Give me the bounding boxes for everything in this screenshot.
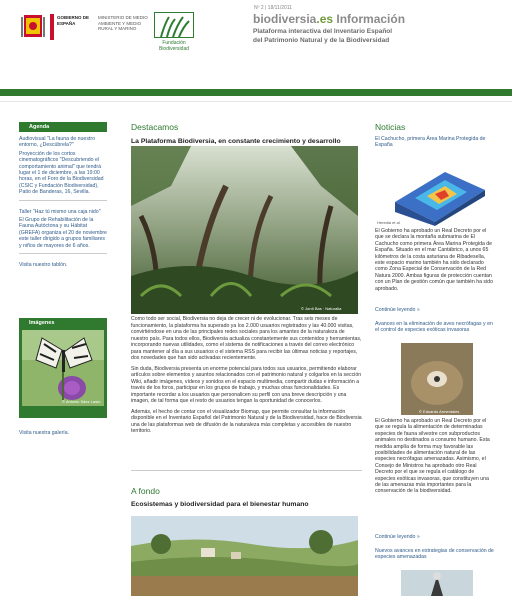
article-paragraph: Además, el hecho de contar con el visualizador Biomap, que permite consultar la información disponible en el Inventario Español del Patrimonio Natural y de la Biodiversidad, hace de Biodiversia una de las plataformas web de difusión de la naturaleza más completas y accesibles de nuestro territorio.	[131, 408, 362, 434]
agenda-heading: Agenda	[19, 122, 107, 132]
afondo-article-title[interactable]: Ecosistemas y biodiversidad para el bienestar humano	[131, 501, 309, 508]
news-text: El Gobierno ha aprobado un Real Decreto por el que se regula la alimentación de determinadas especies de fauna silvestre con subproductos animales no destinados a consumo humano. Esta medida amplía de forma muy favorable las posibilidades de alimentación natural de las especies necrófagas amenazadas. Asimismo, el Consejo de Ministros ha aprobado otro Real Decreto por el que se regula el catálogo de especies exóticas invasoras, que constituyen una de las amenazas más importantes para la conservación de la biodiversidad.	[375, 418, 490, 495]
header-separator	[0, 101, 512, 102]
image-credit: © Antonio Sáez Lasio	[62, 399, 101, 404]
agenda-more-link[interactable]: Visita nuestro tablón.	[19, 262, 68, 269]
ministry-name: MINISTERIO DE MEDIO AMBIENTE Y MEDIO RURAL Y MARINO	[98, 15, 148, 31]
agenda-item-text: El Grupo de Rehabilitación de la Fauna Autóctona y su Hábitat (GREFA) organiza el 20 de noviembre este taller dirigido a grupos familiares y niños de mayores de 6 años.	[19, 217, 107, 249]
site-domain: .es	[316, 12, 334, 26]
grass-icon	[155, 13, 195, 39]
site-subtitle-line2: del Patrimonio Natural y de la Biodiversidad	[253, 37, 390, 44]
agenda-item-title[interactable]: Taller "Haz tú mismo una caja nido"	[19, 208, 101, 215]
afondo-section-title: A fondo	[131, 486, 160, 496]
government-logo[interactable]	[20, 12, 148, 42]
red-stripe	[50, 14, 54, 40]
header	[0, 0, 512, 90]
featured-section	[131, 122, 362, 145]
news-image-credit: Heredia et al	[377, 220, 400, 225]
news-read-more-link[interactable]: Continúe leyendo »	[375, 307, 420, 313]
foundation-logo-mark	[154, 12, 194, 38]
site-suffix: Información	[333, 12, 406, 26]
coat-of-arms-icon	[20, 12, 46, 42]
site-title	[253, 12, 405, 26]
news-read-more-link[interactable]: Continúe leyendo »	[375, 534, 420, 540]
site-subtitle-line1: Plataforma interactiva del Inventario Español	[253, 28, 393, 35]
article-paragraph: Sin duda, Biodiversia presenta un enorme potencial para todos sus usuarios, permitiendo elaborar artículos sobre elementos y asuntos relacionados con el patrimonio natural y colgarlos en la sección Wiki, añadir imágenes, vídeos y sonidos en el espacio multimedia, compartir dudas e información a través de los foros, participar en los grupos de trabajo, y muchas otras funcionalidades. Es importante recordar a los usuarios que personalicen su perfil con una breve descripción y una imagen, de tal forma que el resto de usuarios tengan la oportunidad de conocerlos.	[131, 365, 362, 404]
foundation-name: Fundación Biodiversidad	[158, 40, 190, 52]
featured-article-body	[131, 316, 362, 439]
butterfly-photo[interactable]	[22, 330, 104, 406]
agenda-item-title[interactable]: Audiovisual "La fauna de nuestro entorno, ¿Descúbrela?"	[19, 136, 95, 149]
images-heading: Imágenes	[29, 320, 55, 326]
header-green-bar	[0, 89, 512, 96]
agenda-item[interactable]	[19, 209, 107, 249]
government-name: GOBIERNO DE ESPAÑA	[57, 15, 90, 26]
vulture-photo[interactable]	[401, 343, 473, 415]
divider	[19, 253, 107, 254]
news-headline[interactable]: El Cachucho, primera Área Marina Protegida de España	[375, 136, 486, 149]
photo-credit: © Jordi Bas · Naturalia	[301, 306, 342, 311]
news-image-credit: © Eduardo Armentales	[419, 409, 460, 414]
landscape-photo[interactable]	[131, 516, 358, 596]
seamount-map-image[interactable]	[375, 152, 490, 226]
news-headline[interactable]: Avances en la eliminación de aves necrófagas y en el control de especies exóticas invasoras	[375, 321, 493, 334]
bird-photo[interactable]	[401, 570, 473, 596]
divider	[19, 200, 107, 201]
images-box	[19, 318, 107, 418]
forest-photo[interactable]	[131, 146, 358, 314]
news-headline[interactable]: Nuevos avances en estrategias de conservación de especies amenazadas	[375, 548, 494, 561]
section-divider	[131, 470, 362, 471]
agenda-item-text: Proyección de los cortos cinematográficos "Descubriendo el comportamiento animal" que tendrá lugar el 1 de diciembre, a las 19:00 horas, en el Foro de la Biodiversidad (CSIC y Fundación Biodiversidad), Patio de Banderas, 16, Sevilla.	[19, 150, 104, 196]
article-paragraph: Como todo ser social, Biodiversia no deja de crecer ni de evolucionar. Tras seis meses de funcionamiento, la plataforma ha superado ya los 2.000 usuarios registrados y las 40.000 visitas, convirtiéndose en una de las principales redes sociales para los amantes de la naturaleza de nuestro país. Para todos ellos, Biodiversia actualiza constantemente sus contenidos y herramientas, incorporando nuevas utilidades, como el sistema de notificaciones a través del correo electrónico para mantener al día a sus usuarios o el sistema RSS para recibir las últimas noticias y reportajes, dos novedades que han sido activadas recientemente.	[131, 316, 362, 361]
left-sidebar	[19, 122, 107, 268]
gallery-link[interactable]: Visita nuestra galería.	[19, 430, 70, 436]
news-column	[375, 122, 500, 149]
agenda-item[interactable]	[19, 136, 107, 196]
news-text: El Gobierno ha aprobado un Real Decreto por el que se declara la montaña submarina de El Cachucho como primera Área Marina Protegida de España. Situado en el mar Cantábrico, a unos 65 kilómetros de la costa asturiana de Ribadesella, este espacio marino también ha sido declarado como Zona Especial de Conservación de la Red Natura 2000. Ambas figuras de protección cuentan con un Plan de gestión común que también ha sido aprobado.	[375, 228, 493, 292]
featured-article-title[interactable]: La Plataforma Biodiversia, en constante crecimiento y desarrollo	[131, 138, 341, 145]
featured-section-title: Destacamos	[131, 122, 179, 132]
issue-number: Nº 2 | 18/11/2011	[254, 5, 292, 11]
news-section-title: Noticias	[375, 122, 406, 132]
site-name: biodiversia	[253, 12, 317, 26]
foundation-logo[interactable]	[148, 12, 200, 52]
